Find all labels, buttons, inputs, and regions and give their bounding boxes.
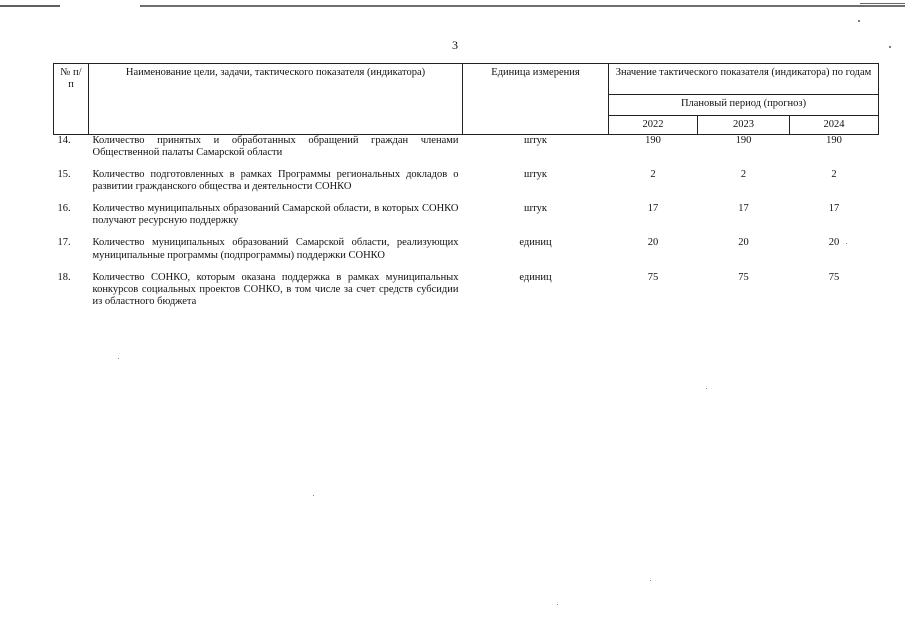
row-number: 15. <box>57 169 71 181</box>
row-number: 14. <box>57 135 71 147</box>
scan-speck <box>858 20 860 22</box>
header-year: 2022 <box>609 116 698 135</box>
page-number: 3 <box>452 38 458 52</box>
row-value: 2 <box>650 169 656 181</box>
header-unit: Единица измерения <box>463 64 609 135</box>
row-value: 17 <box>738 203 749 215</box>
row-name: Количество принятых и обработанных обращений граждан членами Общественной палаты Самарской области <box>92 135 459 159</box>
row-number: 17. <box>57 237 71 249</box>
table-row <box>54 272 879 318</box>
scan-border-line <box>860 3 905 4</box>
row-unit: штук <box>524 135 547 147</box>
scan-speck <box>557 604 558 605</box>
scan-border-line <box>0 5 905 7</box>
row-value: 2 <box>831 169 837 181</box>
row-value: 2 <box>740 169 747 181</box>
row-number: 16. <box>57 203 71 215</box>
row-value: 17 <box>828 203 840 215</box>
row-unit: штук <box>524 203 547 215</box>
row-name: Количество подготовленных в рамках Программы региональных докладов о развитии гражданского общества и деятельности СОНКО <box>92 169 459 193</box>
table-row <box>54 135 879 170</box>
row-number: 18. <box>57 271 71 283</box>
table-row <box>54 203 879 237</box>
row-value: 75 <box>647 271 659 283</box>
row-value: 17 <box>647 203 659 215</box>
row-value: 20 <box>828 237 840 249</box>
scan-speck <box>889 46 891 48</box>
scan-speck <box>313 495 314 496</box>
row-unit: штук <box>524 169 547 181</box>
row-value: 20 <box>738 237 749 249</box>
header-name: Наименование цели, задачи, тактического показателя (индикатора) <box>89 64 463 135</box>
row-value: 75 <box>738 271 749 283</box>
row-value: 190 <box>645 135 661 147</box>
row-value: 20 <box>647 237 659 249</box>
row-value: 190 <box>826 135 842 147</box>
row-name: Количество СОНКО, которым оказана поддержка в рамках муниципальных конкурсов социальных проектов СОНКО, в том числе за счет средств субсидии из областного бюджета <box>92 271 459 307</box>
header-number: № п/п <box>54 64 89 135</box>
header-plan-period: Плановый период (прогноз) <box>609 95 879 116</box>
header-value: Значение тактического показателя (индикатора) по годам <box>609 64 879 95</box>
scan-speck <box>650 580 651 581</box>
table-row <box>54 169 879 203</box>
header-year: 2023 <box>698 116 790 135</box>
table-row <box>54 237 879 271</box>
row-value: 190 <box>735 135 752 147</box>
scan-speck <box>706 388 707 389</box>
row-unit: единиц <box>519 271 552 283</box>
scan-speck <box>846 243 847 244</box>
row-value: 75 <box>828 271 840 283</box>
row-name: Количество муниципальных образований Самарской области, в которых СОНКО получают ресурсную поддержку <box>92 203 459 227</box>
row-name: Количество муниципальных образований Самарской области, реализующих муниципальные программы (подпрограммы) поддержки СОНКО <box>92 237 459 261</box>
scan-speck <box>118 358 119 359</box>
row-unit: единиц <box>519 237 552 249</box>
indicators-table <box>53 63 879 318</box>
header-year: 2024 <box>790 116 879 135</box>
